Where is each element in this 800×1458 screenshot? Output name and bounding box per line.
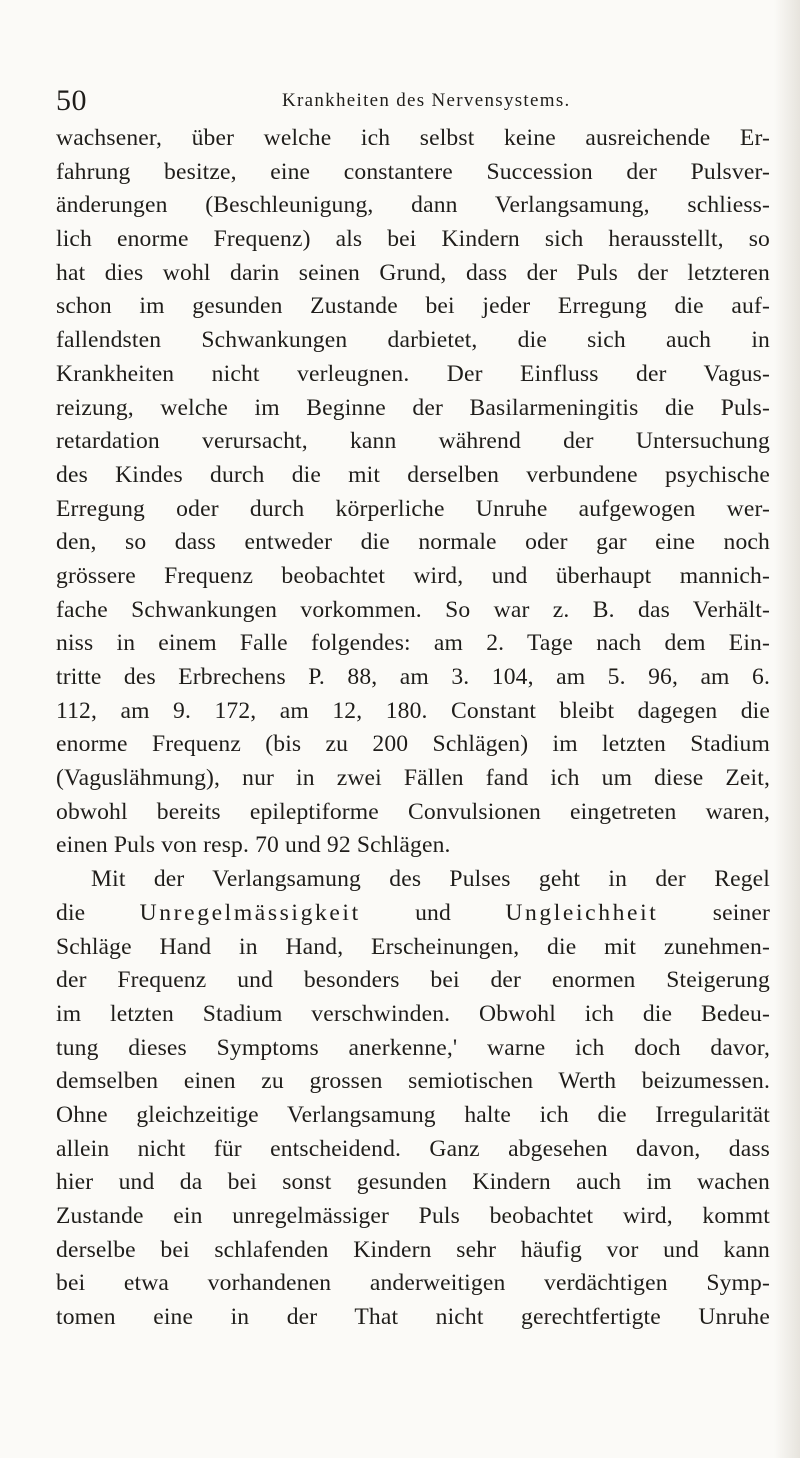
page-number: 50 bbox=[56, 84, 87, 117]
text-line: bei etwa vorhandenen anderweitigen verdächtigen Symp- bbox=[56, 1270, 770, 1297]
text-word: und bbox=[415, 899, 451, 926]
emphasized-term: Ungleichheit bbox=[505, 899, 659, 926]
text-line: retardation verursacht, kann während der Untersuchung bbox=[56, 428, 770, 455]
text-line: lich enorme Frequenz) als bei Kindern sich herausstellt, so bbox=[56, 226, 770, 253]
text-line: fahrung besitze, eine constantere Succession der Pulsver- bbox=[56, 158, 770, 185]
text-line: hier und da bei sonst gesunden Kindern auch im wachen bbox=[56, 1169, 770, 1196]
text-line: hat dies wohl darin seinen Grund, dass der Puls der letzteren bbox=[56, 259, 770, 286]
text-line: des Kindes durch die mit derselben verbundene psychische bbox=[56, 461, 770, 488]
text-line: fallendsten Schwankungen darbietet, die sich auch in bbox=[56, 327, 770, 354]
text-line: Erregung oder durch körperliche Unruhe aufgewogen wer- bbox=[56, 495, 770, 522]
text-line: Mit der Verlangsamung des Pulses geht in der Regel bbox=[91, 866, 770, 893]
text-line: enorme Frequenz (bis zu 200 Schlägen) im letzten Stadium bbox=[56, 731, 770, 758]
text-word: die bbox=[56, 899, 86, 926]
page-header bbox=[56, 84, 776, 118]
text-line: niss in einem Falle folgendes: am 2. Tage nach dem Ein- bbox=[56, 630, 770, 657]
text-line: wachsener, über welche ich selbst keine ausreichende Er- bbox=[56, 125, 770, 151]
text-word: seiner bbox=[712, 899, 770, 926]
text-line: fache Schwankungen vorkommen. So war z. B. das Verhält- bbox=[56, 596, 770, 623]
running-head: Krankheiten des Nervensystems. bbox=[282, 90, 571, 111]
text-line: Schläge Hand in Hand, Erscheinungen, die mit zunehmen- bbox=[56, 933, 770, 960]
text-line: einen Puls von resp. 70 und 92 Schlägen. bbox=[56, 832, 451, 859]
text-line: obwohl bereits epileptiforme Convulsionen eingetreten waren, bbox=[56, 798, 770, 825]
text-line: im letzten Stadium verschwinden. Obwohl ich die Bedeu- bbox=[56, 1000, 770, 1027]
page-edge-shadow bbox=[774, 0, 800, 1458]
text-line: (Vaguslähmung), nur in zwei Fällen fand ich um diese Zeit, bbox=[56, 765, 770, 792]
text-line: allein nicht für entscheidend. Ganz abgesehen davon, dass bbox=[56, 1135, 770, 1162]
text-line: Krankheiten nicht verleugnen. Der Einfluss der Vagus- bbox=[56, 360, 770, 387]
text-line: derselbe bei schlafenden Kindern sehr häufig vor und kann bbox=[56, 1236, 770, 1263]
text-line: den, so dass entweder die normale oder gar eine noch bbox=[56, 529, 770, 556]
text-line: Zustande ein unregelmässiger Puls beobachtet wird, kommt bbox=[56, 1203, 770, 1229]
body-text bbox=[56, 122, 770, 1335]
text-line: tritte des Erbrechens P. 88, am 3. 104, am 5. 96, am 6. bbox=[56, 664, 770, 690]
text-line: Ohne gleichzeitige Verlangsamung halte ich die Irregularität bbox=[56, 1101, 770, 1128]
paragraph-2 bbox=[56, 863, 770, 1335]
text-line: tomen eine in der That nicht gerechtfertigte Unruhe bbox=[56, 1304, 770, 1331]
text-line: schon im gesunden Zustande bei jeder Erregung die auf- bbox=[56, 293, 770, 320]
text-line: tung dieses Symptoms anerkenne,' warne ich doch davor, bbox=[56, 1034, 770, 1061]
text-line: reizung, welche im Beginne der Basilarmeningitis die Puls- bbox=[56, 394, 770, 421]
text-line: 112, am 9. 172, am 12, 180. Constant bleibt dagegen die bbox=[56, 697, 770, 724]
emphasized-term: Unregelmässigkeit bbox=[139, 899, 361, 926]
paragraph-1 bbox=[56, 122, 770, 863]
text-line-emphasis bbox=[56, 897, 770, 931]
text-line: änderungen (Beschleunigung, dann Verlangsamung, schliess- bbox=[56, 192, 770, 219]
text-line: der Frequenz und besonders bei der enormen Steigerung bbox=[56, 967, 770, 994]
text-line: grössere Frequenz beobachtet wird, und überhaupt mannich- bbox=[56, 562, 770, 589]
text-line: demselben einen zu grossen semiotischen Werth beizumessen. bbox=[56, 1068, 770, 1095]
